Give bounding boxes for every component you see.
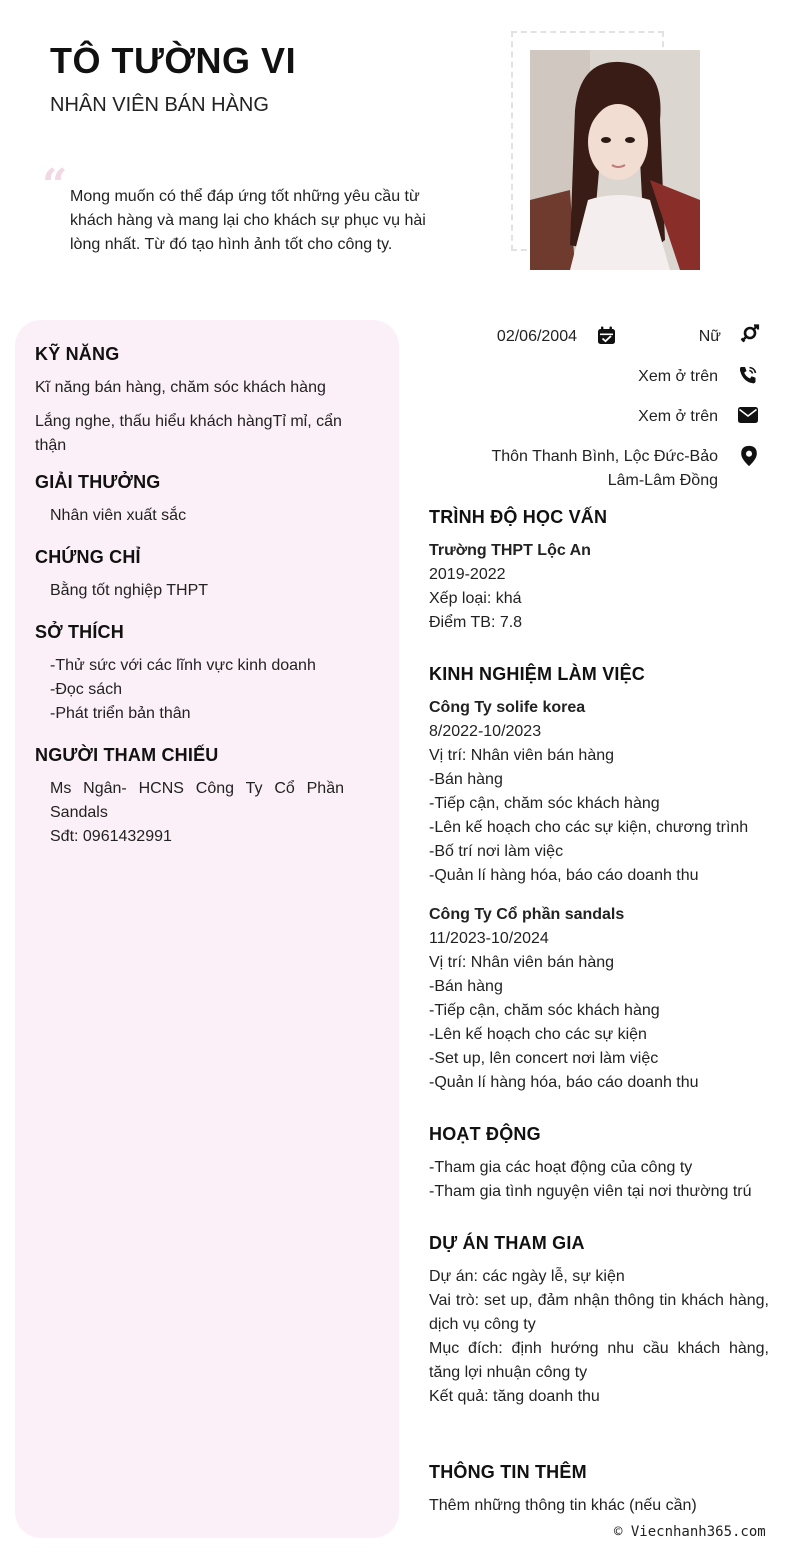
school-name: Trường THPT Lộc An (429, 542, 591, 559)
certificates-heading: CHỨNG CHỈ (35, 547, 141, 567)
education-heading: TRÌNH ĐỘ HỌC VẤN (429, 507, 608, 527)
job-detail: -Set up, lên concert nơi làm việc (429, 1050, 659, 1067)
calendar-icon (596, 325, 618, 347)
job-detail: -Lên kế hoạch cho các sự kiện (429, 1026, 647, 1043)
project-name: Dự án: các ngày lễ, sự kiện (429, 1268, 625, 1285)
certificate-item: Bằng tốt nghiệp THPT (50, 582, 209, 599)
activity-item: -Tham gia các hoạt động của công ty (429, 1159, 693, 1176)
candidate-name: TÔ TƯỜNG VI (50, 40, 297, 81)
job-title: NHÂN VIÊN BÁN HÀNG (50, 94, 269, 116)
email-value: Xem ở trên (638, 408, 718, 425)
company-name: Công Ty Cổ phần sandals (429, 906, 625, 923)
activities-heading: HOẠT ĐỘNG (429, 1124, 541, 1144)
job-detail: -Quản lí hàng hóa, báo cáo doanh thu (429, 867, 699, 884)
job-detail: -Tiếp cận, chăm sóc khách hàng (429, 795, 660, 812)
project-role: Vai trò: set up, đảm nhận thông tin khách hàng, dịch vụ công ty (429, 1292, 769, 1333)
phone-value: Xem ở trên (638, 368, 718, 385)
education-gpa: Điểm TB: 7.8 (429, 614, 523, 631)
job-detail: -Tiếp cận, chăm sóc khách hàng (429, 1002, 660, 1019)
company-name: Công Ty solife korea (429, 699, 586, 716)
quote-icon: “ (42, 160, 68, 211)
job-detail: -Quản lí hàng hóa, báo cáo doanh thu (429, 1074, 699, 1091)
awards-heading: GIẢI THƯỞNG (35, 472, 161, 492)
address-line-2: Lâm-Lâm Đồng (607, 472, 718, 489)
gender-value: Nữ (698, 328, 721, 345)
hobby-item: -Thử sức với các lĩnh vực kinh doanh (50, 657, 316, 674)
job-period: 8/2022-10/2023 (429, 723, 542, 740)
project-purpose: Mục đích: định hướng nhu cầu khách hàng, tăng lợi nhuận công ty (429, 1340, 769, 1381)
project-result: Kết quả: tăng doanh thu (429, 1388, 600, 1405)
award-item: Nhân viên xuất sắc (50, 507, 187, 524)
envelope-icon (737, 404, 759, 426)
experience-heading: KINH NGHIỆM LÀM VIỆC (429, 664, 646, 684)
reference-phone: Sđt: 0961432991 (50, 828, 172, 845)
address-line-1: Thôn Thanh Bình, Lộc Đức-Bảo (491, 448, 718, 465)
job-detail: Vị trí: Nhân viên bán hàng (429, 747, 615, 764)
extra-info-heading: THÔNG TIN THÊM (429, 1462, 587, 1482)
projects-heading: DỰ ÁN THAM GIA (429, 1233, 585, 1253)
watermark: © Viecnhanh365.com (614, 1524, 766, 1540)
hobby-item: -Đọc sách (50, 681, 123, 698)
skills-heading: KỸ NĂNG (35, 344, 120, 364)
gender-icon (739, 324, 761, 346)
job-detail: -Bố trí nơi làm việc (429, 843, 564, 860)
birthday-value: 02/06/2004 (496, 328, 577, 345)
job-detail: Vị trí: Nhân viên bán hàng (429, 954, 615, 971)
job-detail: -Bán hàng (429, 978, 503, 995)
education-period: 2019-2022 (429, 566, 506, 583)
skill-item: Lắng nghe, thấu hiểu khách hàngTỉ mỉ, cẩn thận (35, 413, 342, 454)
skill-item: Kĩ năng bán hàng, chăm sóc khách hàng (35, 379, 326, 396)
phone-icon (737, 364, 759, 386)
job-period: 11/2023-10/2024 (429, 930, 549, 947)
education-rank: Xếp loại: khá (429, 590, 522, 607)
job-detail: -Bán hàng (429, 771, 503, 788)
sidebar-panel (15, 320, 399, 1538)
hobby-item: -Phát triển bản thân (50, 705, 191, 722)
job-detail: -Lên kế hoạch cho các sự kiện, chương trình (429, 819, 749, 836)
career-objective: Mong muốn có thể đáp ứng tốt những yêu cầu từ khách hàng và mang lại cho khách sự phục vụ hài lòng nhất. Từ đó tạo hình ảnh tốt cho công ty. (70, 188, 426, 253)
references-heading: NGƯỜI THAM CHIẾU (35, 745, 219, 765)
hobbies-heading: SỞ THÍCH (35, 622, 124, 642)
activity-item: -Tham gia tình nguyện viên tại nơi thường trú (429, 1183, 752, 1200)
extra-info-text: Thêm những thông tin khác (nếu cần) (429, 1497, 697, 1514)
avatar (530, 50, 700, 270)
location-pin-icon (738, 445, 760, 467)
reference-person: Ms Ngân- HCNS Công Ty Cổ Phần Sandals (50, 780, 344, 821)
